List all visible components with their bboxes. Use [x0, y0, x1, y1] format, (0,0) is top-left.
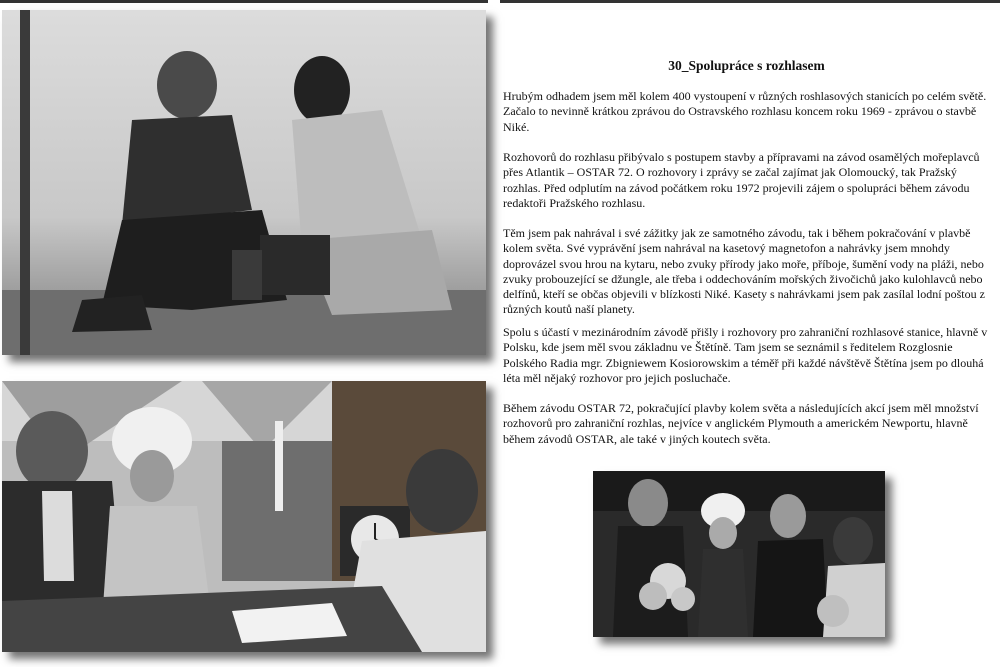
top-rule-left — [0, 0, 488, 3]
photo-radio-studio — [2, 381, 486, 652]
article-title: 30_Spolupráce s rozhlasem — [668, 58, 825, 73]
paragraph-2: Rozhovorů do rozhlasu přibývalo s postupem stavby a přípravami na závod osamělých mořeplavců přes Atlantik – OSTAR 72. O rozhovory i zprávy se začal zajímat jak Olomoucký, tak Pražský rozhlas. Před odplutím na závod počátkem roku 1972 projevili zájem o spolupráci během závodu redaktoři Pražského rozhlasu. — [503, 150, 980, 210]
photo-interview-outdoor — [2, 10, 486, 355]
top-rule-right — [500, 0, 1000, 3]
paragraph-5: Během závodu OSTAR 72, pokračující plavby kolem světa a následujících akcí jsem měl množství rozhovorů pro zahraniční rozhlas, nejvíce v anglickém Plymouth a americkém Newportu, hlavně během závodů OSTAR, ale také v jiných koutech světa. — [503, 401, 979, 446]
paragraph-4: Spolu s účastí v mezinárodním závodě přišly i rozhovory pro zahraniční rozhlasové stanice, hlavně v Polsku, kde jsem měl svou základnu ve Štětíně. Tam jsem se seznámil s ředitelem Rozglosnie Polského Radia mgr. Zbigniewem Kosiorowskim a téměř při každé návštěvě Štětína jsem po dlouhá léta měl nějaký rozhovor pro jejich posluchače. — [503, 325, 988, 385]
photo-welcome-flowers — [593, 471, 885, 637]
paragraph-3: Těm jsem pak nahrával i své zážitky jak ze samotného závodu, tak i během pokračování v plavbě kolem světa. Své vyprávění jsem nahrával na kasetový magnetofon a nahrávky jsem mnohdy doprovázel svou hrou na kytaru, nebo zvuky přírody jako moře, příboje, šumění vody na pláži, nebo zvuky probouzející se džungle, ale třeba i oddechováním mořských živočichů jako kulohlavců nebo delfínů, kteří se občas objevili v blízkosti Niké. Kasety s nahrávkami jsem pak zasílal lodní poštou z různých koutů naší planety. — [503, 226, 985, 317]
paragraph-1: Hrubým odhadem jsem měl kolem 400 vystoupení v různých roshlasových stanicích po celém světě. Začalo to nevinně krátkou zprávou do Ostravského rozhlasu koncem roku 1969 - zprávou o stavbě Niké. — [503, 89, 987, 134]
